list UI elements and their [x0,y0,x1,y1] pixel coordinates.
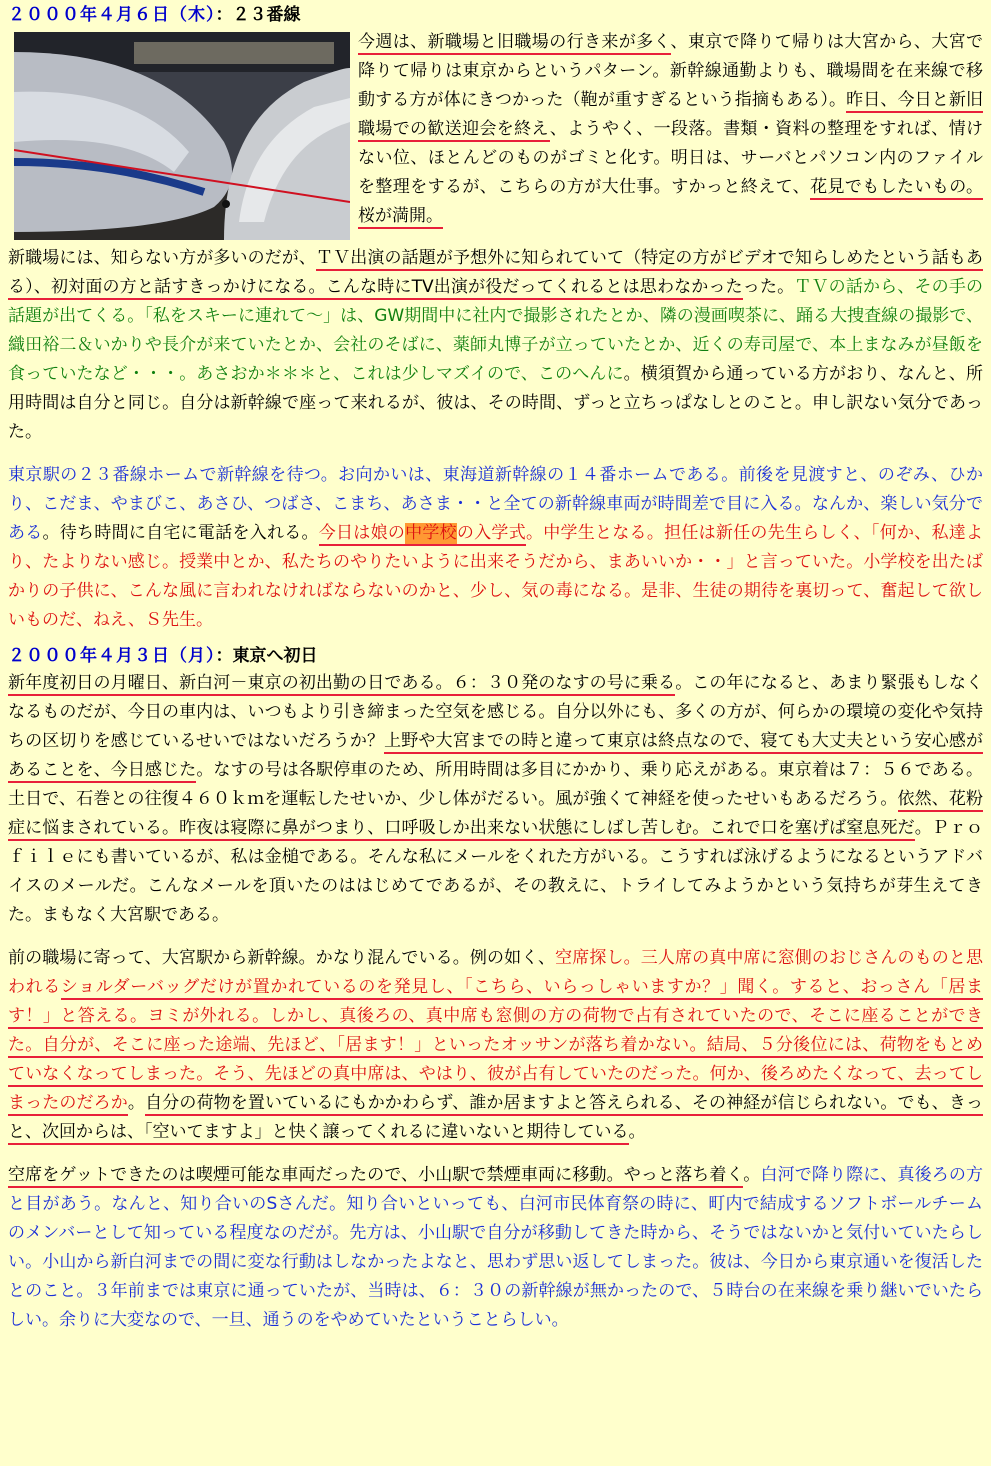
heading-separator: ： [215,646,233,666]
entry-heading [8,2,983,28]
entry1-paragraph-1: 今週は、新職場と旧職場の行き来が多く、東京で降りて帰りは大宮から、大宮で降りて帰りは東京からというパターン。新幹線通勤よりも、職場間を在来線で移動する方が体にきつかった（鞄が重すぎるという指摘もある）。昨日、今日と新旧職場での歓送迎会を終え、ようやく、一段落。書類・資料の整理をすれば、情けない位、ほとんどのものがゴミと化す。明日は、サーバとパソコン内のファイルを整理をするが、こちらの方が大仕事。すかっと終えて、花見でもしたいもの。桜が満開。 [8,28,983,231]
entry2-paragraph-3: 空席をゲットできたのは喫煙可能な車両だったので、小山駅で禁煙車両に移動。やっと落ち着く。白河で降り際に、真後ろの方と目があう。なんと、知り合いのSさんだ。知り合いといっても、白河市民体育祭の時に、町内で結成するソフトボールチームのメンバーとして知っている程度なのだが。先方は、小山駅で自分が移動してきた時から、そうではないかと気付いていたらしい。小山から新白河までの間に変な行動はしなかったよなと、思わず思い返してしまった。彼は、今日から東京通いを復活したとのこと。３年前までは東京に通っていたが、当時は、６：３０の新幹線が無かったので、５時台の在来線を乗り継いでいたらしい。余りに大変なので、一旦、通うのをやめていたということらしい。 [8,1165,984,1330]
shinkansen-photo [14,32,350,240]
entry-title: 東京へ初日 [232,646,318,666]
entry-date: ２０００年４月３日（月） [8,646,216,666]
entry1-paragraph-3: 東京駅の２３番線ホームで新幹線を待つ。お向かいは、東海道新幹線の１４番ホームである。前後を見渡すと、のぞみ、ひかり、こだま、やまびこ、あさひ、つばさ、こまち、あさま・・と全ての新幹線車両が時間差で目に入る。なんか、楽しい気分である。待ち時間に自宅に電話を入れる。今日は娘の中学校の入学式。中学生となる。担任は新任の先生らしく、「何か、私達より、たよりない感じ。授業中とか、私たちのやりたいように出来そうだから、まあいいか・・」と言っていた。小学校を出たばかりの子供に、こんな風に言われなければならないのかと、少し、気の毒になる。是非、生徒の期待を裏切って、奮起して欲しいものだ、ねえ、Ｓ先生。 [8,465,984,630]
entry2-paragraph-1: 新年度初日の月曜日、新白河－東京の初出勤の日である。６：３０発のなすの号に乗る。この年になると、あまり緊張もしなくなるものだが、今日の車内は、いつもより引き締まった空気を感じる。自分以外にも、多くの方が、何らかの環境の変化や気持ちの区切りを感じているせいではないだろうか？上野や大宮までの時と違って東京は終点なので、寝ても大丈夫という安心感があることを、今日感じた。なすの号は各駅停車のため、所用時間は多目にかかり、乗り応えがある。東京着は７：５６である。土日で、石巻との往復４６０ｋｍを運転したせいか、少し体がだるい。風が強くて神経を使ったせいもあるだろう。依然、花粉症に悩まされている。昨夜は寝際に鼻がつまり、口呼吸しか出来ない状態にしばし苦しむ。これで口を塞げば窒息死だ。Ｐｒｏｆｉｌｅにも書いているが、私は金槌である。そんな私にメールをくれた方がいる。こうすれば泳げるようになるというアドバイスのメールだ。こんなメールを頂いたのははじめてであるが、その教えに、トライしてみようかという気持ちが芽生えてきた。まもなく大宮駅である。 [8,673,984,925]
entry-date: ２０００年４月６日（木） [8,5,216,25]
heading-separator: ： [215,5,233,25]
shinkansen-image-icon [14,32,350,240]
entry2-paragraph-2: 前の職場に寄って、大宮駅から新幹線。かなり混んでいる。例の如く、空席探し。三人席の真中席に窓側のおじさんのものと思われるショルダーバッグだけが置かれているのを発見し、「こちら、いらっしゃいますか？」聞く。すると、おっさん「居ます！」と答える。ヨミが外れる。しかし、真後ろの、真中席も窓側の方の荷物で占有されていたので、そこに座ることができた。自分が、そこに座った途端、先ほど、「居ます！」といったオッサンが落ち着かない。結局、５分後位には、荷物をもとめていなくなってしまった。そう、先ほどの真中席は、やはり、彼が占有していたのだった。何か、後ろめたくなって、去ってしまったのだろか。自分の荷物を置いているにもかかわらず、誰か居ますよと答えられる、その神経が信じられない。でも、きっと、次回からは、「空いてますよ」と快く譲ってくれるに違いないと期待している。 [8,944,983,1147]
entry-heading [8,643,983,669]
entry1-paragraph-2: 新職場には、知らない方が多いのだが、ＴＶ出演の話題が予想外に知られていて（特定の方がビデオで知らしめたという話もある）、初対面の方と話すきっかけになる。こんな時にTV出演が役だってくれるとは思わなかったった。ＴＶの話から、その手の話題が出てくる。「私をスキーに連れて～」は、GW期間中に社内で撮影されたとか、隣の漫画喫茶に、踊る大捜査線の撮影で、織田裕二＆いかりや長介が来ていたとか、会社のそばに、薬師丸博子が立っていたとか、近くの寿司屋で、本上まなみが昼飯を食っていたなど・・・。あさおか＊＊＊と、これは少しマズイので、このへんに。横須賀から通っている方がおり、なんと、所用時間は自分と同じ。自分は新幹線で座って来れるが、彼は、その時間、ずっと立ちっぱなしとのこと。申し訳ない気分であった。 [8,248,984,442]
entry-title: ２３番線 [232,5,301,25]
highlighted-text: 中学校 [405,523,457,546]
